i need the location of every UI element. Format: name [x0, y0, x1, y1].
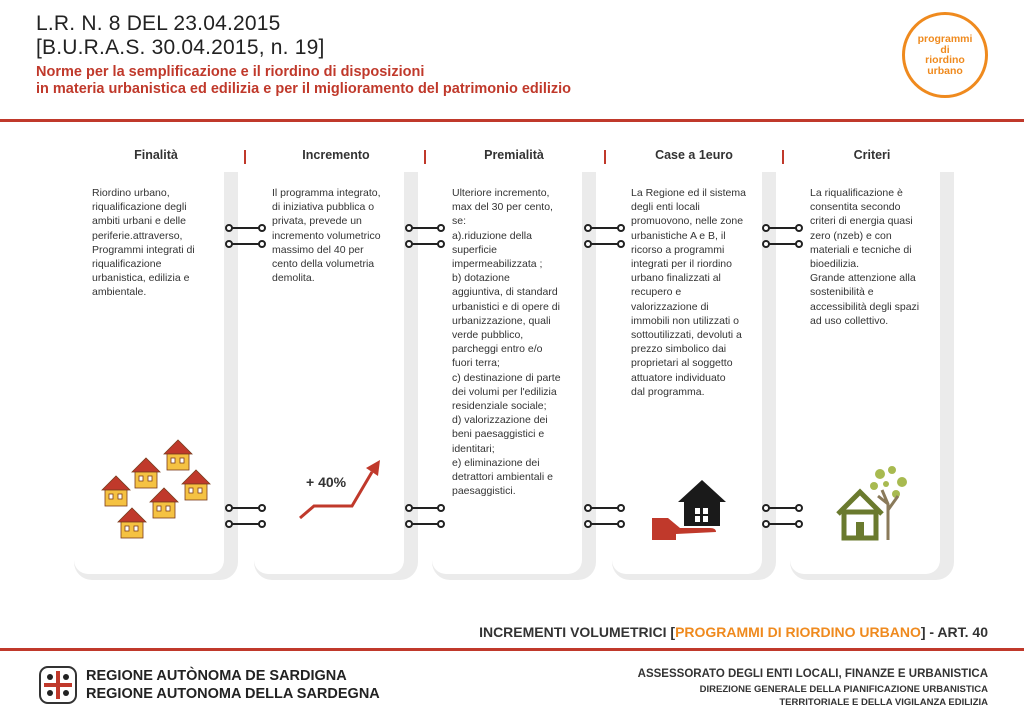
text-line: sottoutilizzati, devoluti a: [631, 329, 742, 342]
text-line: bioedilizia.: [810, 258, 860, 271]
footer-title: [479, 624, 988, 640]
text-line: impermeabilizzata ;: [452, 258, 543, 271]
text-line: Riordino urbano,: [92, 187, 170, 199]
hand-house-icon: [650, 478, 736, 544]
text-line: dei volumi per l'edilizia: [452, 385, 557, 398]
doc-subtitle-line2: in materia urbanistica ed edilizia e per il miglioramento del patrimonio edilizio: [36, 81, 572, 97]
text-line: criteri di energia quasi: [810, 215, 913, 228]
column-heading-finalita: Finalità: [134, 148, 178, 162]
text-line: degli enti locali: [631, 201, 700, 214]
text-line: prezzo simbolico dai: [631, 343, 727, 356]
text-line: consentita secondo: [810, 201, 901, 214]
chain-link-case-criteri-bottom: [763, 505, 802, 527]
text-line: b) dotazione: [452, 272, 510, 285]
text-line: privata, prevede un: [272, 215, 362, 228]
text-line: d) valorizzazione dei: [452, 414, 548, 427]
text-line: e) eliminazione dei: [452, 456, 540, 469]
text-line: materiali e tecniche di: [810, 243, 912, 256]
text-line: ad uso collettivo.: [810, 314, 889, 327]
heading-separator: [244, 150, 246, 164]
text-line: attuatore individuato: [631, 371, 726, 384]
region-name-italian: REGIONE AUTONOMA DELLA SARDEGNA: [86, 686, 380, 702]
heading-separator: [782, 150, 784, 164]
text-line: urbanizzazione, quali: [452, 314, 551, 327]
heading-separator: [604, 150, 606, 164]
text-line: paesaggistici.: [452, 485, 516, 498]
text-line: max del 30 per cento,: [452, 201, 553, 214]
text-line: massimo del 40 per: [272, 243, 364, 256]
text-line: identitari;: [452, 442, 495, 455]
text-line: ambientale.: [92, 286, 147, 299]
footer-title-highlight: PROGRAMMI DI RIORDINO URBANO: [675, 624, 921, 640]
chain-link-case-criteri-top: [763, 225, 802, 247]
chain-link-incremento-premialita-top: [406, 225, 444, 247]
chain-link-finalita-incremento-top: [226, 225, 265, 247]
assessorato-name: ASSESSORATO DEGLI ENTI LOCALI, FINANZE E URBANISTICA: [637, 668, 988, 680]
column-heading-incremento: Incremento: [302, 148, 370, 162]
text-line: accessibilità degli spazi: [810, 300, 920, 313]
eco-house-tree-icon: [830, 460, 914, 544]
text-line: detrattori ambientali e: [452, 471, 553, 484]
text-line: Programmi integrati di: [92, 243, 195, 256]
programmi-logo: [902, 12, 988, 98]
text-line: cento della volumetria: [272, 258, 375, 271]
text-line: demolita.: [272, 272, 315, 285]
text-line: recupero e: [631, 286, 682, 299]
text-line: ambiti urbani e delle: [92, 215, 186, 228]
text-line: proprietari al soggetto: [631, 357, 733, 370]
text-line: se:: [452, 215, 467, 228]
chain-link-finalita-incremento-bottom: [226, 505, 265, 527]
text-line: parcheggi entro e/o: [452, 343, 543, 356]
doc-title: L.R. N. 8 DEL 23.04.2015: [36, 12, 281, 35]
chain-link-incremento-premialita-bottom: [406, 505, 444, 527]
text-line: ricorso a programmi: [631, 243, 725, 256]
text-line: a).riduzione della: [452, 229, 532, 242]
text-line: sostenibilità e: [810, 286, 874, 299]
heading-separator: [424, 150, 426, 164]
logo-text-3: riordino: [925, 54, 965, 66]
text-line: riqualificazione degli: [92, 201, 187, 214]
text-line: dal programma.: [631, 385, 705, 398]
chain-link-premialita-case-top: [585, 225, 624, 247]
text-line: beni paesaggistici e: [452, 428, 545, 441]
text-line: residenziale sociale;: [452, 400, 547, 413]
chain-link-premialita-case-bottom: [585, 505, 624, 527]
header-divider: [0, 119, 1024, 122]
doc-reference: [B.U.R.A.S. 30.04.2015, n. 19]: [36, 36, 325, 59]
text-line: Il programma integrato,: [272, 187, 381, 199]
column-heading-case-1euro: Case a 1euro: [655, 148, 733, 162]
text-line: verde pubblico,: [452, 329, 524, 342]
footer-divider: [0, 648, 1024, 651]
text-line: c) destinazione di parte: [452, 371, 561, 384]
text-line: Grande attenzione alla: [810, 272, 916, 285]
logo-text-2: di: [940, 43, 950, 56]
text-line: urbano finalizzati al: [631, 272, 721, 285]
doc-subtitle-line1: Norme per la semplificazione e il riordino di disposizioni: [36, 64, 425, 80]
text-line: immobili non utilizzati o: [631, 314, 739, 327]
text-line: incremento volumetrico: [272, 229, 381, 242]
text-line: urbanistica, edilizia e: [92, 272, 190, 285]
logo-text-4: urbano: [927, 64, 963, 77]
text-line: zero (nzeb) e con: [810, 229, 892, 242]
text-line: urbanistiche A e B, il: [631, 229, 726, 242]
houses-icon: [92, 436, 220, 552]
footer-title-prefix: INCREMENTI VOLUMETRICI [: [479, 624, 676, 640]
text-line: La riqualificazione è: [810, 187, 903, 199]
text-line: integrati per il riordino: [631, 258, 732, 271]
text-line: valorizzazione di: [631, 300, 709, 313]
text-line: Ulteriore incremento,: [452, 187, 550, 199]
sardinia-coat-of-arms-icon: [38, 665, 78, 705]
text-line: riqualificazione: [92, 258, 162, 271]
text-line: urbanistici e di opere di: [452, 300, 560, 313]
logo-text-1: programmi: [917, 33, 973, 45]
rising-arrow-icon: [296, 456, 384, 524]
column-heading-criteri: Criteri: [853, 148, 891, 162]
increment-badge: + 40%: [306, 474, 347, 490]
direzione-line1: DIREZIONE GENERALE DELLA PIANIFICAZIONE URBANISTICA: [699, 684, 988, 695]
text-line: periferie.attraverso,: [92, 229, 183, 242]
text-line: di iniziativa pubblica o: [272, 201, 375, 214]
text-line: La Regione ed il sistema: [631, 187, 746, 199]
column-heading-premialita: Premialità: [484, 148, 544, 162]
footer-title-suffix: ] - ART. 40: [920, 624, 988, 640]
direzione-line2: TERRITORIALE E DELLA VIGILANZA EDILIZIA: [779, 697, 988, 708]
text-line: superficie: [452, 243, 497, 256]
text-line: aggiuntiva, di standard: [452, 286, 558, 299]
text-line: promuovono, nelle zone: [631, 215, 744, 228]
text-line: fuori terra;: [452, 357, 500, 370]
region-name-sardinian: REGIONE AUTÒNOMA DE SARDIGNA: [86, 668, 347, 684]
